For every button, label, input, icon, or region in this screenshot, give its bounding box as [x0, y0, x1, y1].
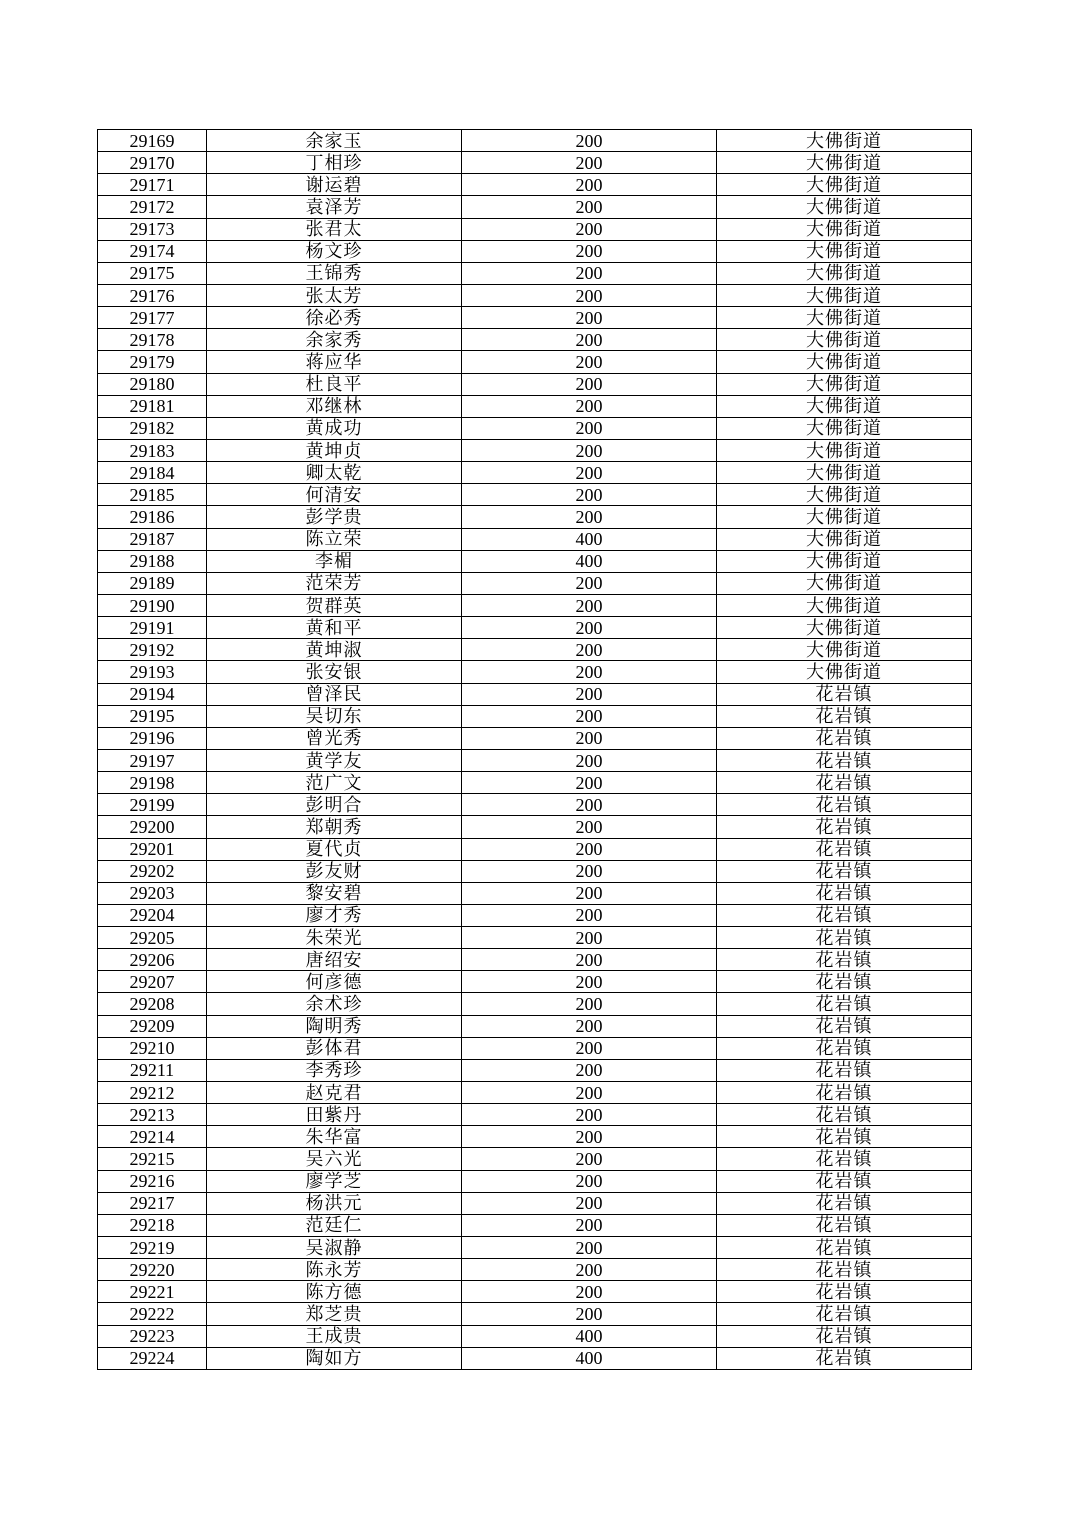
area-cell: 大佛街道	[717, 617, 972, 639]
table-row	[98, 572, 972, 594]
table-row	[98, 1347, 972, 1369]
id-cell: 29181	[98, 395, 207, 417]
name-cell: 黄和平	[207, 617, 462, 639]
name-cell: 范广文	[207, 772, 462, 794]
area-cell: 花岩镇	[717, 1082, 972, 1104]
table-row	[98, 395, 972, 417]
area-cell: 大佛街道	[717, 639, 972, 661]
name-cell: 范荣芳	[207, 572, 462, 594]
name-cell: 陈永芳	[207, 1259, 462, 1281]
table-row	[98, 218, 972, 240]
name-cell: 杜良平	[207, 373, 462, 395]
amount-cell: 200	[462, 794, 717, 816]
table-row	[98, 484, 972, 506]
id-cell: 29173	[98, 218, 207, 240]
amount-cell: 200	[462, 1281, 717, 1303]
amount-cell: 200	[462, 1237, 717, 1259]
table-row	[98, 617, 972, 639]
amount-cell: 200	[462, 1170, 717, 1192]
id-cell: 29223	[98, 1325, 207, 1347]
area-cell: 大佛街道	[717, 240, 972, 262]
name-cell: 杨洪元	[207, 1192, 462, 1214]
id-cell: 29189	[98, 572, 207, 594]
id-cell: 29205	[98, 927, 207, 949]
area-cell: 大佛街道	[717, 152, 972, 174]
amount-cell: 200	[462, 971, 717, 993]
area-cell: 大佛街道	[717, 262, 972, 284]
table-row	[98, 284, 972, 306]
area-cell: 大佛街道	[717, 174, 972, 196]
id-cell: 29186	[98, 506, 207, 528]
area-cell: 花岩镇	[717, 1104, 972, 1126]
name-cell: 彭明合	[207, 794, 462, 816]
name-cell: 廖学芝	[207, 1170, 462, 1192]
area-cell: 大佛街道	[717, 572, 972, 594]
amount-cell: 200	[462, 1192, 717, 1214]
id-cell: 29179	[98, 351, 207, 373]
table-row	[98, 1126, 972, 1148]
id-cell: 29219	[98, 1237, 207, 1259]
name-cell: 王成贵	[207, 1325, 462, 1347]
id-cell: 29221	[98, 1281, 207, 1303]
name-cell: 彭体君	[207, 1037, 462, 1059]
area-cell: 花岩镇	[717, 1059, 972, 1081]
area-cell: 花岩镇	[717, 794, 972, 816]
table-row	[98, 794, 972, 816]
table-row	[98, 639, 972, 661]
id-cell: 29170	[98, 152, 207, 174]
id-cell: 29208	[98, 993, 207, 1015]
table-row	[98, 882, 972, 904]
area-cell: 花岩镇	[717, 683, 972, 705]
area-cell: 花岩镇	[717, 1214, 972, 1236]
amount-cell: 200	[462, 727, 717, 749]
name-cell: 唐绍安	[207, 949, 462, 971]
name-cell: 黄坤贞	[207, 439, 462, 461]
table-row	[98, 993, 972, 1015]
id-cell: 29201	[98, 838, 207, 860]
id-cell: 29190	[98, 594, 207, 616]
id-cell: 29184	[98, 462, 207, 484]
id-cell: 29195	[98, 705, 207, 727]
id-cell: 29204	[98, 904, 207, 926]
table-body	[98, 130, 972, 1370]
table-row	[98, 661, 972, 683]
amount-cell: 200	[462, 661, 717, 683]
amount-cell: 400	[462, 1347, 717, 1369]
name-cell: 余家秀	[207, 329, 462, 351]
id-cell: 29171	[98, 174, 207, 196]
area-cell: 大佛街道	[717, 329, 972, 351]
table-row	[98, 1192, 972, 1214]
id-cell: 29220	[98, 1259, 207, 1281]
name-cell: 朱荣光	[207, 927, 462, 949]
area-cell: 花岩镇	[717, 1303, 972, 1325]
amount-cell: 200	[462, 705, 717, 727]
name-cell: 黄成功	[207, 417, 462, 439]
name-cell: 谢运碧	[207, 174, 462, 196]
table-row	[98, 1015, 972, 1037]
name-cell: 黎安碧	[207, 882, 462, 904]
name-cell: 李秀珍	[207, 1059, 462, 1081]
amount-cell: 200	[462, 329, 717, 351]
table-row	[98, 196, 972, 218]
area-cell: 大佛街道	[717, 373, 972, 395]
area-cell: 大佛街道	[717, 462, 972, 484]
amount-cell: 200	[462, 284, 717, 306]
table-row	[98, 351, 972, 373]
name-cell: 陈方德	[207, 1281, 462, 1303]
area-cell: 大佛街道	[717, 130, 972, 152]
table-row	[98, 749, 972, 771]
amount-cell: 400	[462, 528, 717, 550]
area-cell: 花岩镇	[717, 705, 972, 727]
id-cell: 29192	[98, 639, 207, 661]
id-cell: 29213	[98, 1104, 207, 1126]
table-row	[98, 1104, 972, 1126]
area-cell: 花岩镇	[717, 1126, 972, 1148]
table-row	[98, 904, 972, 926]
table-row	[98, 1303, 972, 1325]
amount-cell: 200	[462, 1059, 717, 1081]
area-cell: 大佛街道	[717, 439, 972, 461]
id-cell: 29188	[98, 550, 207, 572]
amount-cell: 200	[462, 993, 717, 1015]
amount-cell: 200	[462, 639, 717, 661]
name-cell: 黄坤淑	[207, 639, 462, 661]
table-row	[98, 462, 972, 484]
amount-cell: 200	[462, 1303, 717, 1325]
amount-cell: 200	[462, 262, 717, 284]
area-cell: 花岩镇	[717, 927, 972, 949]
amount-cell: 200	[462, 816, 717, 838]
area-cell: 大佛街道	[717, 506, 972, 528]
name-cell: 曾泽民	[207, 683, 462, 705]
amount-cell: 200	[462, 749, 717, 771]
area-cell: 大佛街道	[717, 351, 972, 373]
name-cell: 王锦秀	[207, 262, 462, 284]
table-row	[98, 1148, 972, 1170]
id-cell: 29210	[98, 1037, 207, 1059]
table-row	[98, 262, 972, 284]
area-cell: 大佛街道	[717, 550, 972, 572]
area-cell: 花岩镇	[717, 1259, 972, 1281]
id-cell: 29193	[98, 661, 207, 683]
name-cell: 曾光秀	[207, 727, 462, 749]
area-cell: 花岩镇	[717, 749, 972, 771]
area-cell: 花岩镇	[717, 1237, 972, 1259]
amount-cell: 400	[462, 1325, 717, 1347]
name-cell: 卿太乾	[207, 462, 462, 484]
area-cell: 花岩镇	[717, 727, 972, 749]
amount-cell: 200	[462, 1214, 717, 1236]
id-cell: 29197	[98, 749, 207, 771]
name-cell: 袁泽芳	[207, 196, 462, 218]
table-row	[98, 594, 972, 616]
table-row	[98, 307, 972, 329]
amount-cell: 200	[462, 417, 717, 439]
id-cell: 29207	[98, 971, 207, 993]
area-cell: 花岩镇	[717, 1281, 972, 1303]
id-cell: 29200	[98, 816, 207, 838]
name-cell: 杨文珍	[207, 240, 462, 262]
area-cell: 花岩镇	[717, 1170, 972, 1192]
table-row	[98, 1325, 972, 1347]
id-cell: 29211	[98, 1059, 207, 1081]
amount-cell: 200	[462, 1148, 717, 1170]
area-cell: 大佛街道	[717, 218, 972, 240]
id-cell: 29222	[98, 1303, 207, 1325]
table-row	[98, 816, 972, 838]
amount-cell: 200	[462, 838, 717, 860]
table-row	[98, 1237, 972, 1259]
amount-cell: 200	[462, 196, 717, 218]
id-cell: 29217	[98, 1192, 207, 1214]
area-cell: 花岩镇	[717, 949, 972, 971]
name-cell: 张太芳	[207, 284, 462, 306]
name-cell: 吴六光	[207, 1148, 462, 1170]
area-cell: 花岩镇	[717, 772, 972, 794]
amount-cell: 200	[462, 373, 717, 395]
amount-cell: 200	[462, 152, 717, 174]
id-cell: 29180	[98, 373, 207, 395]
amount-cell: 200	[462, 904, 717, 926]
amount-cell: 200	[462, 506, 717, 528]
id-cell: 29177	[98, 307, 207, 329]
amount-cell: 200	[462, 860, 717, 882]
table-row	[98, 1170, 972, 1192]
table-row	[98, 439, 972, 461]
id-cell: 29172	[98, 196, 207, 218]
name-cell: 郑芝贵	[207, 1303, 462, 1325]
area-cell: 大佛街道	[717, 196, 972, 218]
amount-cell: 200	[462, 351, 717, 373]
area-cell: 花岩镇	[717, 993, 972, 1015]
area-cell: 花岩镇	[717, 882, 972, 904]
table-row	[98, 506, 972, 528]
area-cell: 花岩镇	[717, 816, 972, 838]
area-cell: 花岩镇	[717, 904, 972, 926]
name-cell: 何清安	[207, 484, 462, 506]
id-cell: 29216	[98, 1170, 207, 1192]
name-cell: 何彦德	[207, 971, 462, 993]
id-cell: 29209	[98, 1015, 207, 1037]
name-cell: 徐必秀	[207, 307, 462, 329]
amount-cell: 200	[462, 882, 717, 904]
amount-cell: 200	[462, 218, 717, 240]
area-cell: 花岩镇	[717, 1037, 972, 1059]
table-row	[98, 838, 972, 860]
name-cell: 陶明秀	[207, 1015, 462, 1037]
data-table	[97, 129, 972, 1370]
table-row	[98, 727, 972, 749]
name-cell: 张君太	[207, 218, 462, 240]
table-row	[98, 1059, 972, 1081]
table-row	[98, 417, 972, 439]
name-cell: 张安银	[207, 661, 462, 683]
table-row	[98, 1214, 972, 1236]
table-row	[98, 1037, 972, 1059]
area-cell: 花岩镇	[717, 1148, 972, 1170]
table-row	[98, 1259, 972, 1281]
name-cell: 余术珍	[207, 993, 462, 1015]
name-cell: 范廷仁	[207, 1214, 462, 1236]
id-cell: 29191	[98, 617, 207, 639]
amount-cell: 200	[462, 462, 717, 484]
table-row	[98, 772, 972, 794]
amount-cell: 200	[462, 594, 717, 616]
id-cell: 29218	[98, 1214, 207, 1236]
amount-cell: 200	[462, 1082, 717, 1104]
id-cell: 29175	[98, 262, 207, 284]
amount-cell: 200	[462, 484, 717, 506]
amount-cell: 200	[462, 1015, 717, 1037]
amount-cell: 200	[462, 683, 717, 705]
amount-cell: 200	[462, 1104, 717, 1126]
id-cell: 29176	[98, 284, 207, 306]
area-cell: 大佛街道	[717, 417, 972, 439]
area-cell: 大佛街道	[717, 484, 972, 506]
table-row	[98, 329, 972, 351]
name-cell: 郑朝秀	[207, 816, 462, 838]
area-cell: 花岩镇	[717, 971, 972, 993]
name-cell: 陈立荣	[207, 528, 462, 550]
id-cell: 29169	[98, 130, 207, 152]
name-cell: 贺群英	[207, 594, 462, 616]
area-cell: 花岩镇	[717, 1015, 972, 1037]
table-row	[98, 1281, 972, 1303]
name-cell: 余家玉	[207, 130, 462, 152]
table-row	[98, 927, 972, 949]
name-cell: 彭友财	[207, 860, 462, 882]
name-cell: 陶如方	[207, 1347, 462, 1369]
table-row	[98, 550, 972, 572]
id-cell: 29212	[98, 1082, 207, 1104]
area-cell: 花岩镇	[717, 1325, 972, 1347]
amount-cell: 200	[462, 307, 717, 329]
area-cell: 大佛街道	[717, 307, 972, 329]
name-cell: 吴切东	[207, 705, 462, 727]
area-cell: 大佛街道	[717, 528, 972, 550]
id-cell: 29187	[98, 528, 207, 550]
table-row	[98, 1082, 972, 1104]
id-cell: 29183	[98, 439, 207, 461]
area-cell: 花岩镇	[717, 1347, 972, 1369]
amount-cell: 200	[462, 395, 717, 417]
name-cell: 蒋应华	[207, 351, 462, 373]
name-cell: 李楣	[207, 550, 462, 572]
name-cell: 夏代贞	[207, 838, 462, 860]
id-cell: 29206	[98, 949, 207, 971]
table-row	[98, 971, 972, 993]
table-row	[98, 240, 972, 262]
area-cell: 大佛街道	[717, 594, 972, 616]
name-cell: 邓继林	[207, 395, 462, 417]
id-cell: 29196	[98, 727, 207, 749]
id-cell: 29198	[98, 772, 207, 794]
area-cell: 花岩镇	[717, 838, 972, 860]
id-cell: 29203	[98, 882, 207, 904]
table-row	[98, 860, 972, 882]
amount-cell: 200	[462, 617, 717, 639]
area-cell: 大佛街道	[717, 661, 972, 683]
table-row	[98, 130, 972, 152]
area-cell: 花岩镇	[717, 1192, 972, 1214]
id-cell: 29199	[98, 794, 207, 816]
name-cell: 朱华富	[207, 1126, 462, 1148]
amount-cell: 200	[462, 949, 717, 971]
table-row	[98, 949, 972, 971]
amount-cell: 200	[462, 174, 717, 196]
name-cell: 赵克君	[207, 1082, 462, 1104]
id-cell: 29202	[98, 860, 207, 882]
name-cell: 彭学贵	[207, 506, 462, 528]
id-cell: 29178	[98, 329, 207, 351]
amount-cell: 200	[462, 1037, 717, 1059]
amount-cell: 200	[462, 1259, 717, 1281]
table-row	[98, 528, 972, 550]
amount-cell: 200	[462, 1126, 717, 1148]
name-cell: 黄学友	[207, 749, 462, 771]
id-cell: 29185	[98, 484, 207, 506]
id-cell: 29194	[98, 683, 207, 705]
amount-cell: 200	[462, 572, 717, 594]
id-cell: 29174	[98, 240, 207, 262]
amount-cell: 200	[462, 772, 717, 794]
id-cell: 29215	[98, 1148, 207, 1170]
id-cell: 29224	[98, 1347, 207, 1369]
amount-cell: 400	[462, 550, 717, 572]
id-cell: 29182	[98, 417, 207, 439]
table-row	[98, 683, 972, 705]
name-cell: 吴淑静	[207, 1237, 462, 1259]
table-row	[98, 705, 972, 727]
amount-cell: 200	[462, 130, 717, 152]
area-cell: 大佛街道	[717, 395, 972, 417]
name-cell: 田紫丹	[207, 1104, 462, 1126]
amount-cell: 200	[462, 439, 717, 461]
amount-cell: 200	[462, 927, 717, 949]
id-cell: 29214	[98, 1126, 207, 1148]
area-cell: 花岩镇	[717, 860, 972, 882]
name-cell: 丁相珍	[207, 152, 462, 174]
table-row	[98, 174, 972, 196]
name-cell: 廖才秀	[207, 904, 462, 926]
amount-cell: 200	[462, 240, 717, 262]
area-cell: 大佛街道	[717, 284, 972, 306]
table-row	[98, 152, 972, 174]
table-row	[98, 373, 972, 395]
